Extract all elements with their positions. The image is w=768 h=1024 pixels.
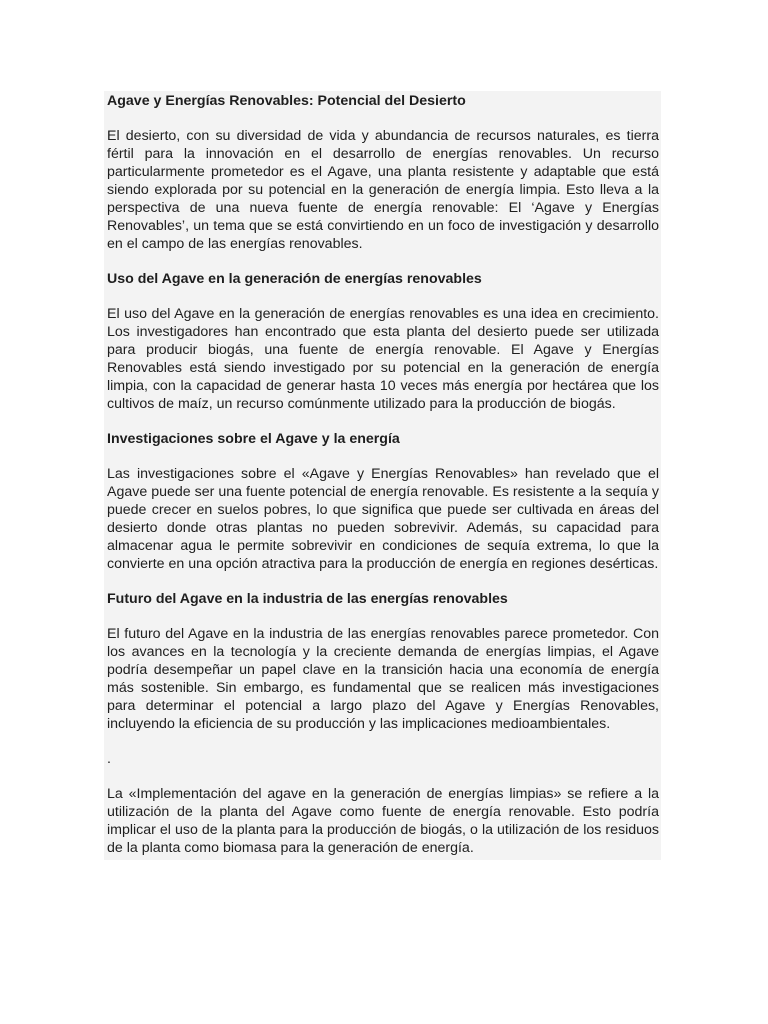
intro-paragraph: El desierto, con su diversidad de vida y abundancia de recursos naturales, es tierra fértil para la innovación en el desarrollo de energías renovables. Un recurso particularmente prometedor es el Agave, una planta resistente y adaptable que está siendo explorada por su potencial en la generación de energía limpia. Esto lleva a la perspectiva de una nueva fuente de energía renovable: El ‘Agave y Energías Renovables’, un tema que se está convirtiendo en un foco de investigación y desarrollo en el campo de las energías renovables.	[107, 128, 659, 252]
document-title: Agave y Energías Renovables: Potencial del Desierto	[107, 93, 466, 109]
section-body-investigaciones: Las investigaciones sobre el «Agave y Energías Renovables» han revelado que el Agave puede ser una fuente potencial de energía renovable. Es resistente a la sequía y puede crecer en suelos pobres, lo que significa que puede ser cultivada en áreas del desierto donde otras plantas no pueden sobrevivir. Además, su capacidad para almacenar agua le permite sobrevivir en condiciones de sequía extrema, lo que la convierte en una opción atractiva para la producción de energía en regiones desérticas.	[107, 466, 659, 572]
separator-dot: .	[107, 751, 111, 767]
section-heading-uso: Uso del Agave en la generación de energías renovables	[107, 271, 482, 287]
section-heading-futuro: Futuro del Agave en la industria de las energías renovables	[107, 591, 508, 607]
section-heading-investigaciones: Investigaciones sobre el Agave y la energía	[107, 431, 400, 447]
section-body-futuro: El futuro del Agave en la industria de las energías renovables parece prometedor. Con los avances en la tecnología y la creciente demanda de energías limpias, el Agave podría desempeñar un papel clave en la transición hacia una economía de energía más sostenible. Sin embargo, es fundamental que se realicen más investigaciones para determinar el potencial a largo plazo del Agave y Energías Renovables, incluyendo la eficiencia de su producción y las implicaciones medioambientales.	[107, 626, 659, 732]
section-body-uso: El uso del Agave en la generación de energías renovables es una idea en crecimiento. Los investigadores han encontrado que esta planta del desierto puede ser utilizada para producir biogás, una fuente de energía renovable. El Agave y Energías Renovables está siendo investigado por su potencial en la generación de energía limpia, con la capacidad de generar hasta 10 veces más energía por hectárea que los cultivos de maíz, un recurso comúnmente utilizado para la producción de biogás.	[107, 306, 659, 412]
closing-paragraph: La «Implementación del agave en la generación de energías limpias» se refiere a la utilización de la planta del Agave como fuente de energía renovable. Esto podría implicar el uso de la planta para la producción de biogás, o la utilización de los residuos de la planta como biomasa para la generación de energía.	[107, 786, 659, 856]
document-body	[104, 91, 661, 860]
